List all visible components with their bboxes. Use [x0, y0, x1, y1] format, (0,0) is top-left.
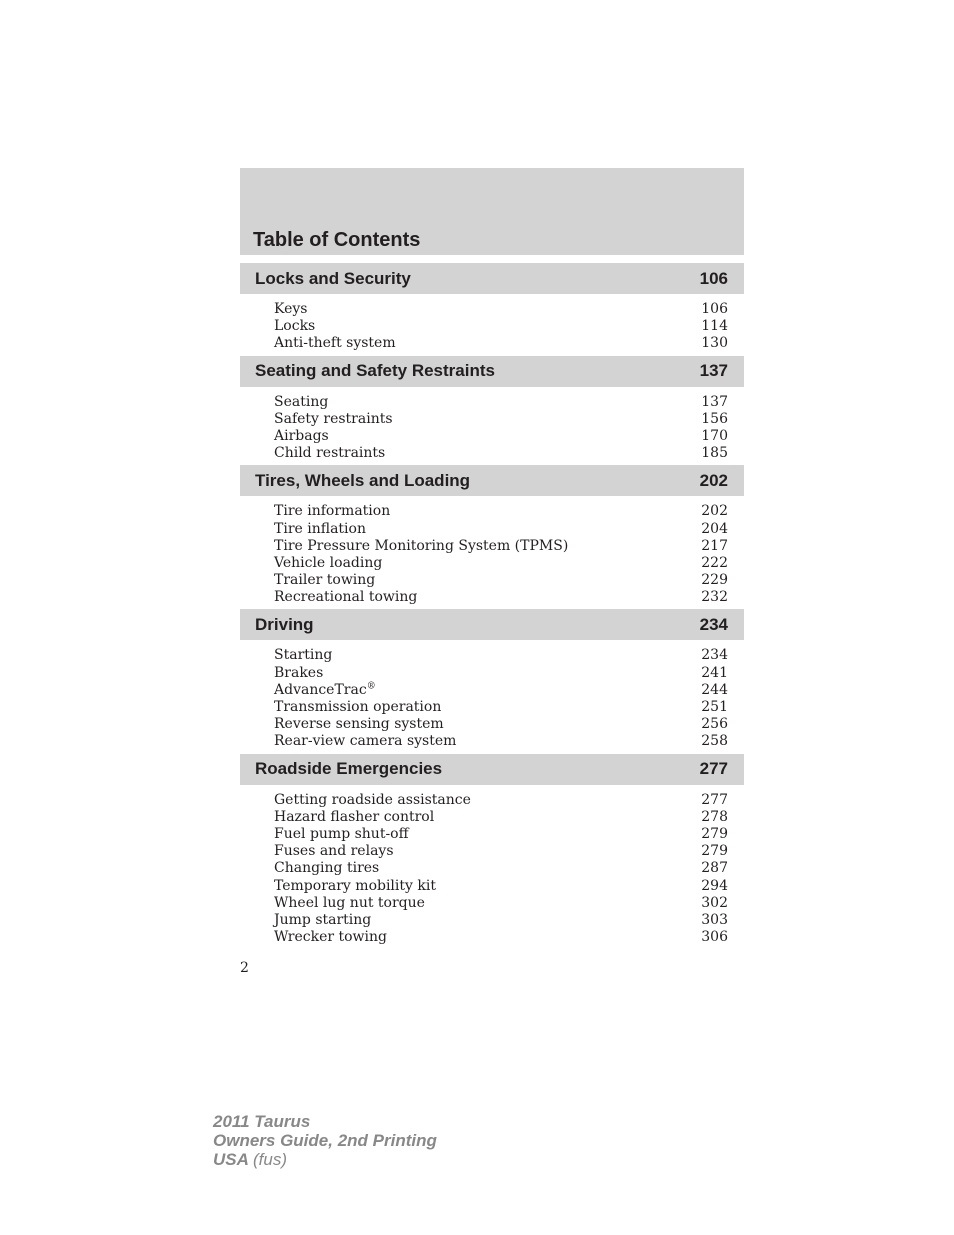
table-of-contents	[240, 263, 744, 949]
entry-label: AdvanceTrac	[274, 681, 367, 698]
section-page: 202	[699, 470, 728, 490]
toc-entry	[274, 538, 728, 555]
entry-page: 287	[701, 860, 728, 877]
entry-label: Getting roadside assistance	[274, 791, 471, 808]
toc-entry	[274, 878, 728, 895]
toc-entry	[274, 733, 728, 750]
toc-entry-list	[240, 387, 744, 466]
entry-label: Vehicle loading	[274, 554, 383, 571]
entry-label-wrap	[274, 411, 393, 428]
entry-page: 156	[701, 410, 728, 427]
toc-entry	[274, 792, 728, 809]
entry-page: 114	[701, 318, 728, 335]
section-title: Roadside Emergencies	[255, 759, 443, 779]
toc-section-header	[240, 263, 744, 294]
entry-page: 202	[701, 503, 728, 520]
entry-label-wrap	[274, 792, 471, 809]
toc-section-header	[240, 609, 744, 640]
entry-label: Tire inflation	[274, 520, 366, 537]
document-footer	[213, 1112, 437, 1169]
entry-label: Fuses and relays	[274, 843, 394, 860]
entry-label-wrap	[274, 665, 323, 682]
entry-label-wrap	[274, 394, 328, 411]
entry-page: 130	[701, 335, 728, 352]
entry-label-wrap	[274, 733, 456, 750]
toc-entry-list	[240, 294, 744, 356]
entry-label-wrap	[274, 699, 441, 716]
section-page: 277	[699, 759, 728, 779]
entry-label: Reverse sensing system	[274, 716, 444, 733]
entry-label-wrap	[274, 318, 315, 335]
entry-label: Temporary mobility kit	[274, 877, 436, 894]
page-header	[240, 168, 744, 255]
entry-label-wrap	[274, 912, 371, 929]
entry-label-wrap	[274, 445, 385, 462]
entry-page: 222	[701, 554, 728, 571]
entry-page: 106	[701, 301, 728, 317]
toc-entry	[274, 912, 728, 929]
toc-entry	[274, 318, 728, 335]
entry-page: 278	[701, 808, 728, 825]
entry-label: Child restraints	[274, 445, 386, 462]
toc-entry	[274, 895, 728, 912]
entry-label: Safety restraints	[274, 410, 393, 427]
entry-page: 256	[701, 716, 728, 733]
entry-label-wrap	[274, 589, 417, 606]
entry-label: Rear-view camera system	[274, 733, 457, 750]
toc-entry	[274, 301, 728, 318]
toc-entry	[274, 699, 728, 716]
toc-entry	[274, 445, 728, 462]
toc-entry	[274, 394, 728, 411]
entry-label-wrap	[274, 301, 307, 318]
toc-entry-list	[240, 640, 744, 753]
toc-entry	[274, 572, 728, 589]
entry-page: 277	[701, 791, 728, 808]
toc-entry	[274, 647, 728, 664]
entry-label-wrap	[274, 929, 387, 946]
entry-label-wrap	[274, 503, 390, 520]
entry-page: 137	[701, 393, 728, 410]
toc-entry	[274, 860, 728, 877]
entry-page: 241	[701, 664, 728, 681]
entry-label-wrap	[274, 335, 396, 352]
entry-page: 302	[701, 894, 728, 911]
entry-page: 234	[701, 647, 728, 664]
entry-page: 229	[701, 572, 728, 589]
footer-region	[213, 1150, 437, 1169]
entry-label-wrap	[274, 826, 409, 843]
entry-label: Tire Pressure Monitoring System (TPMS)	[274, 537, 569, 554]
entry-page: 232	[701, 589, 728, 606]
entry-page: 306	[701, 929, 728, 946]
registered-mark: ®	[366, 681, 376, 692]
toc-entry-list	[240, 496, 744, 609]
toc-entry-list	[240, 785, 744, 950]
entry-label-wrap	[274, 572, 375, 589]
section-page: 137	[699, 361, 728, 381]
entry-page: 294	[701, 877, 728, 894]
entry-label: Keys	[274, 301, 308, 317]
entry-label: Starting	[274, 647, 333, 664]
entry-page: 279	[701, 843, 728, 860]
entry-label: Changing tires	[274, 860, 380, 877]
entry-label-wrap	[274, 428, 329, 445]
entry-label: Transmission operation	[274, 699, 442, 715]
entry-label: Anti-theft system	[274, 335, 396, 352]
section-page: 106	[699, 268, 728, 288]
entry-label: Jump starting	[274, 911, 372, 928]
section-title: Driving	[255, 614, 314, 634]
toc-entry	[274, 521, 728, 538]
toc-section-header	[240, 356, 744, 387]
entry-label-wrap	[274, 682, 376, 699]
entry-label: Hazard flasher control	[274, 808, 435, 825]
toc-section-header	[240, 754, 744, 785]
entry-label: Locks	[274, 318, 316, 335]
toc-entry	[274, 428, 728, 445]
entry-page: 204	[701, 520, 728, 537]
entry-label: Seating	[274, 393, 329, 410]
footer-model: 2011 Taurus	[213, 1112, 311, 1131]
entry-label-wrap	[274, 647, 332, 664]
entry-label-wrap	[274, 716, 444, 733]
toc-entry	[274, 335, 728, 352]
toc-entry	[274, 589, 728, 606]
section-title: Seating and Safety Restraints	[255, 361, 495, 381]
entry-label-wrap	[274, 860, 379, 877]
entry-label: Airbags	[274, 427, 329, 444]
entry-page: 170	[701, 427, 728, 444]
toc-entry	[274, 929, 728, 946]
entry-label: Fuel pump shut-off	[274, 825, 409, 842]
toc-entry	[274, 809, 728, 826]
entry-label-wrap	[274, 809, 434, 826]
toc-entry	[274, 843, 728, 860]
entry-label: Tire information	[274, 503, 391, 520]
toc-entry	[274, 716, 728, 733]
toc-entry	[274, 682, 728, 699]
entry-label-wrap	[274, 843, 394, 860]
section-title: Tires, Wheels and Loading	[255, 470, 471, 490]
entry-page: 244	[701, 681, 728, 698]
toc-entry	[274, 665, 728, 682]
footer-edition: Owners Guide, 2nd Printing	[213, 1131, 437, 1150]
entry-page: 185	[701, 445, 728, 462]
toc-entry	[274, 503, 728, 520]
toc-entry	[274, 411, 728, 428]
toc-section-header	[240, 465, 744, 496]
section-page: 234	[699, 614, 728, 634]
entry-page: 279	[701, 825, 728, 842]
entry-label-wrap	[274, 521, 366, 538]
entry-label: Wrecker towing	[274, 929, 387, 946]
entry-label: Trailer towing	[274, 572, 376, 589]
entry-page: 217	[701, 537, 728, 554]
entry-page: 303	[701, 911, 728, 928]
toc-entry	[274, 555, 728, 572]
entry-page: 258	[701, 733, 728, 750]
entry-label-wrap	[274, 538, 568, 555]
footer-region-main: USA	[213, 1150, 249, 1169]
entry-label-wrap	[274, 555, 382, 572]
entry-label: Brakes	[274, 664, 324, 681]
section-title: Locks and Security	[255, 268, 411, 288]
entry-label: Recreational towing	[274, 589, 418, 606]
entry-page: 251	[701, 699, 728, 715]
page-number: 2	[240, 960, 249, 976]
entry-label: Wheel lug nut torque	[274, 894, 425, 911]
entry-label-wrap	[274, 895, 425, 912]
footer-region-code: (fus)	[253, 1150, 287, 1169]
entry-label-wrap	[274, 878, 436, 895]
toc-entry	[274, 826, 728, 843]
page-title: Table of Contents	[253, 229, 421, 251]
